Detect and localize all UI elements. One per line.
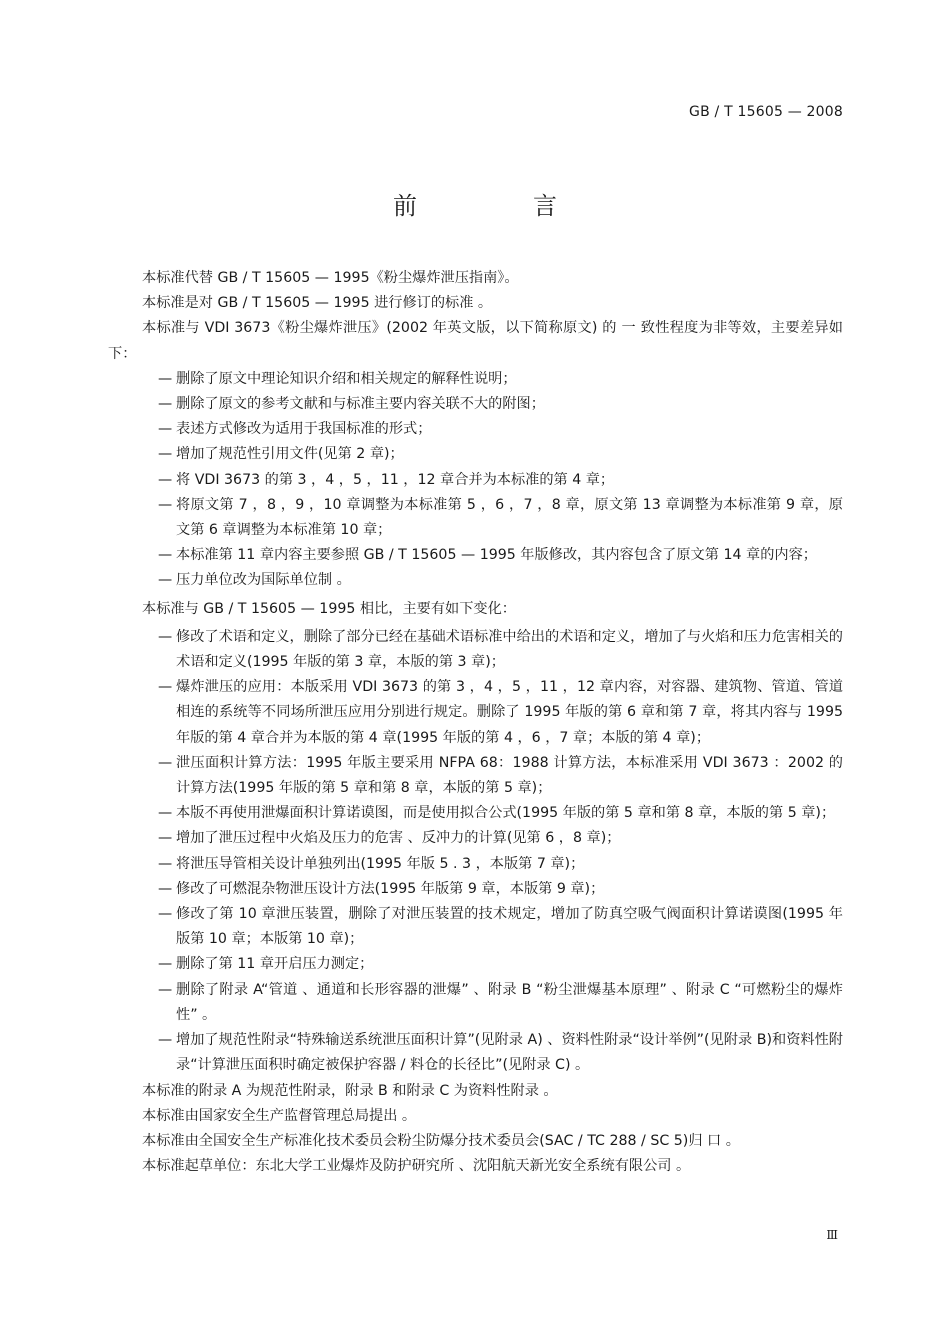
closing-paragraph: 本标准由全国安全生产标准化技术委员会粉尘防爆分技术委员会(SAC / TC 288 / SC 5)归 口 。 xyxy=(142,1132,740,1149)
list-marker: — xyxy=(158,396,173,413)
changes-intro: 本标准与 GB / T 15605 — 1995 相比，主要有如下变化： xyxy=(142,600,516,617)
list-marker: — xyxy=(158,1032,173,1049)
list-item: — 删除了原文中理论知识介绍和相关规定的解释性说明； xyxy=(108,367,843,392)
intro-paragraph: 本标准代替 GB / T 15605 — 1995《粉尘爆炸泄压指南》。 xyxy=(142,270,519,286)
list-marker: — xyxy=(158,855,173,872)
standard-code: GB / T 15605 — 2008 xyxy=(689,104,843,120)
list-item: — 增加了规范性引用文件(见第 2 章)； xyxy=(108,442,843,467)
list-item: — 表述方式修改为适用于我国标准的形式； xyxy=(108,417,843,442)
list-marker: — xyxy=(158,956,173,973)
list-item: — 修改了可燃混杂物泄压设计方法(1995 年版第 9 章，本版第 9 章)； xyxy=(108,877,843,902)
list-item: — 删除了第 11 章开启压力测定； xyxy=(108,952,843,977)
list-marker: — xyxy=(158,572,173,589)
page-title: 前 言 xyxy=(393,192,603,220)
list-item: — 修改了术语和定义，删除了部分已经在基础术语标准中给出的术语和定义，增加了与火焰和压力危害相关的术语和定义(1995 年版的第 3 章，本版的第 3 章)； xyxy=(108,625,843,675)
list-marker: — xyxy=(158,370,173,387)
list-item: — 删除了附录 A“管道 、通道和长形容器的泄爆” 、附录 B “粉尘泄爆基本原理” 、附录 C “可燃粉尘的爆炸性” 。 xyxy=(108,978,843,1028)
list-item: — 泄压面积计算方法：1995 年版主要采用 NFPA 68：1988 计算方法，本标准采用 VDI 3673 ：2002 的计算方法(1995 年版的第 5 章和第 8 章，本版的第 5 章)； xyxy=(108,751,843,801)
list-marker: — xyxy=(158,906,173,923)
intro-paragraph: 本标准是对 GB / T 15605 — 1995 进行修订的标准 。 xyxy=(142,295,493,312)
page-number: Ⅲ xyxy=(826,1228,838,1242)
document-body xyxy=(108,266,843,1179)
list-item: — 爆炸泄压的应用：本版采用 VDI 3673 的第 3 ，4 ，5 ，11 ，12 章内容，对容器、建筑物、管道、管道相连的系统等不同场所泄压应用分别进行规定。删除了 1995 年版的第 6 章和第 7 章，将其内容与 1995 年版的第 4 章合并为本版的第 4 章(1995 年版的第 4 ，6 ，7 章；本版的第 4 章)； xyxy=(108,675,843,751)
list-item: — 将 VDI 3673 的第 3 ，4 ，5 ，11 ，12 章合并为本标准的第 4 章； xyxy=(108,468,843,493)
list-item: — 本标准第 11 章内容主要参照 GB / T 15605 — 1995 年版修改，其内容包含了原文第 14 章的内容； xyxy=(108,543,843,568)
list-item: — 增加了规范性附录“特殊输送系统泄压面积计算”(见附录 A) 、资料性附录“设计举例”(见附录 B)和资料性附录“计算泄压面积时确定被保护容器 / 料仓的长径比”(见附录 C) 。 xyxy=(108,1028,843,1078)
list-marker: — xyxy=(158,471,173,488)
list-marker: — xyxy=(158,981,173,998)
list-item: — 压力单位改为国际单位制 。 xyxy=(108,568,843,593)
list-marker: — xyxy=(158,754,173,771)
list-item: — 增加了泄压过程中火焰及压力的危害 、反冲力的计算(见第 6 ，8 章)； xyxy=(108,826,843,851)
list-item: — 本版不再使用泄爆面积计算诺谟图，而是使用拟合公式(1995 年版的第 5 章和第 8 章，本版的第 5 章)； xyxy=(108,801,843,826)
list-marker: — xyxy=(158,421,173,438)
intro-paragraph: 本标准与 VDI 3673《粉尘爆炸泄压》(2002 年英文版，以下简称原文) 的 一 致性程度为非等效，主要差异如下： xyxy=(108,320,843,362)
list-marker: — xyxy=(158,880,173,897)
list-item: — 删除了原文的参考文献和与标准主要内容关联不大的附图； xyxy=(108,392,843,417)
list-item: — 将原文第 7 ，8 ，9 ，10 章调整为本标准第 5 ，6 ，7 ，8 章，原文第 13 章调整为本标准第 9 章，原文第 6 章调整为本标准第 10 章； xyxy=(108,493,843,543)
list-marker: — xyxy=(158,830,173,847)
closing-paragraph: 本标准的附录 A 为规范性附录，附录 B 和附录 C 为资料性附录 。 xyxy=(142,1082,558,1099)
list-marker: — xyxy=(158,547,173,564)
list-item: — 将泄压导管相关设计单独列出(1995 年版 5 . 3 ，本版第 7 章)； xyxy=(108,852,843,877)
closing-paragraph: 本标准由国家安全生产监督管理总局提出 。 xyxy=(142,1107,417,1124)
list-marker: — xyxy=(158,446,173,463)
list-marker: — xyxy=(158,679,173,696)
differences-list xyxy=(108,367,843,594)
list-item: — 修改了第 10 章泄压装置，删除了对泄压装置的技术规定，增加了防真空吸气阀面积计算诺谟图(1995 年版第 10 章；本版第 10 章)； xyxy=(108,902,843,952)
list-marker: — xyxy=(158,628,173,645)
list-marker: — xyxy=(158,496,173,513)
changes-list xyxy=(108,625,843,1079)
closing-paragraph: 本标准起草单位：东北大学工业爆炸及防护研究所 、沈阳航天新光安全系统有限公司 。 xyxy=(142,1158,691,1175)
list-marker: — xyxy=(158,805,173,822)
